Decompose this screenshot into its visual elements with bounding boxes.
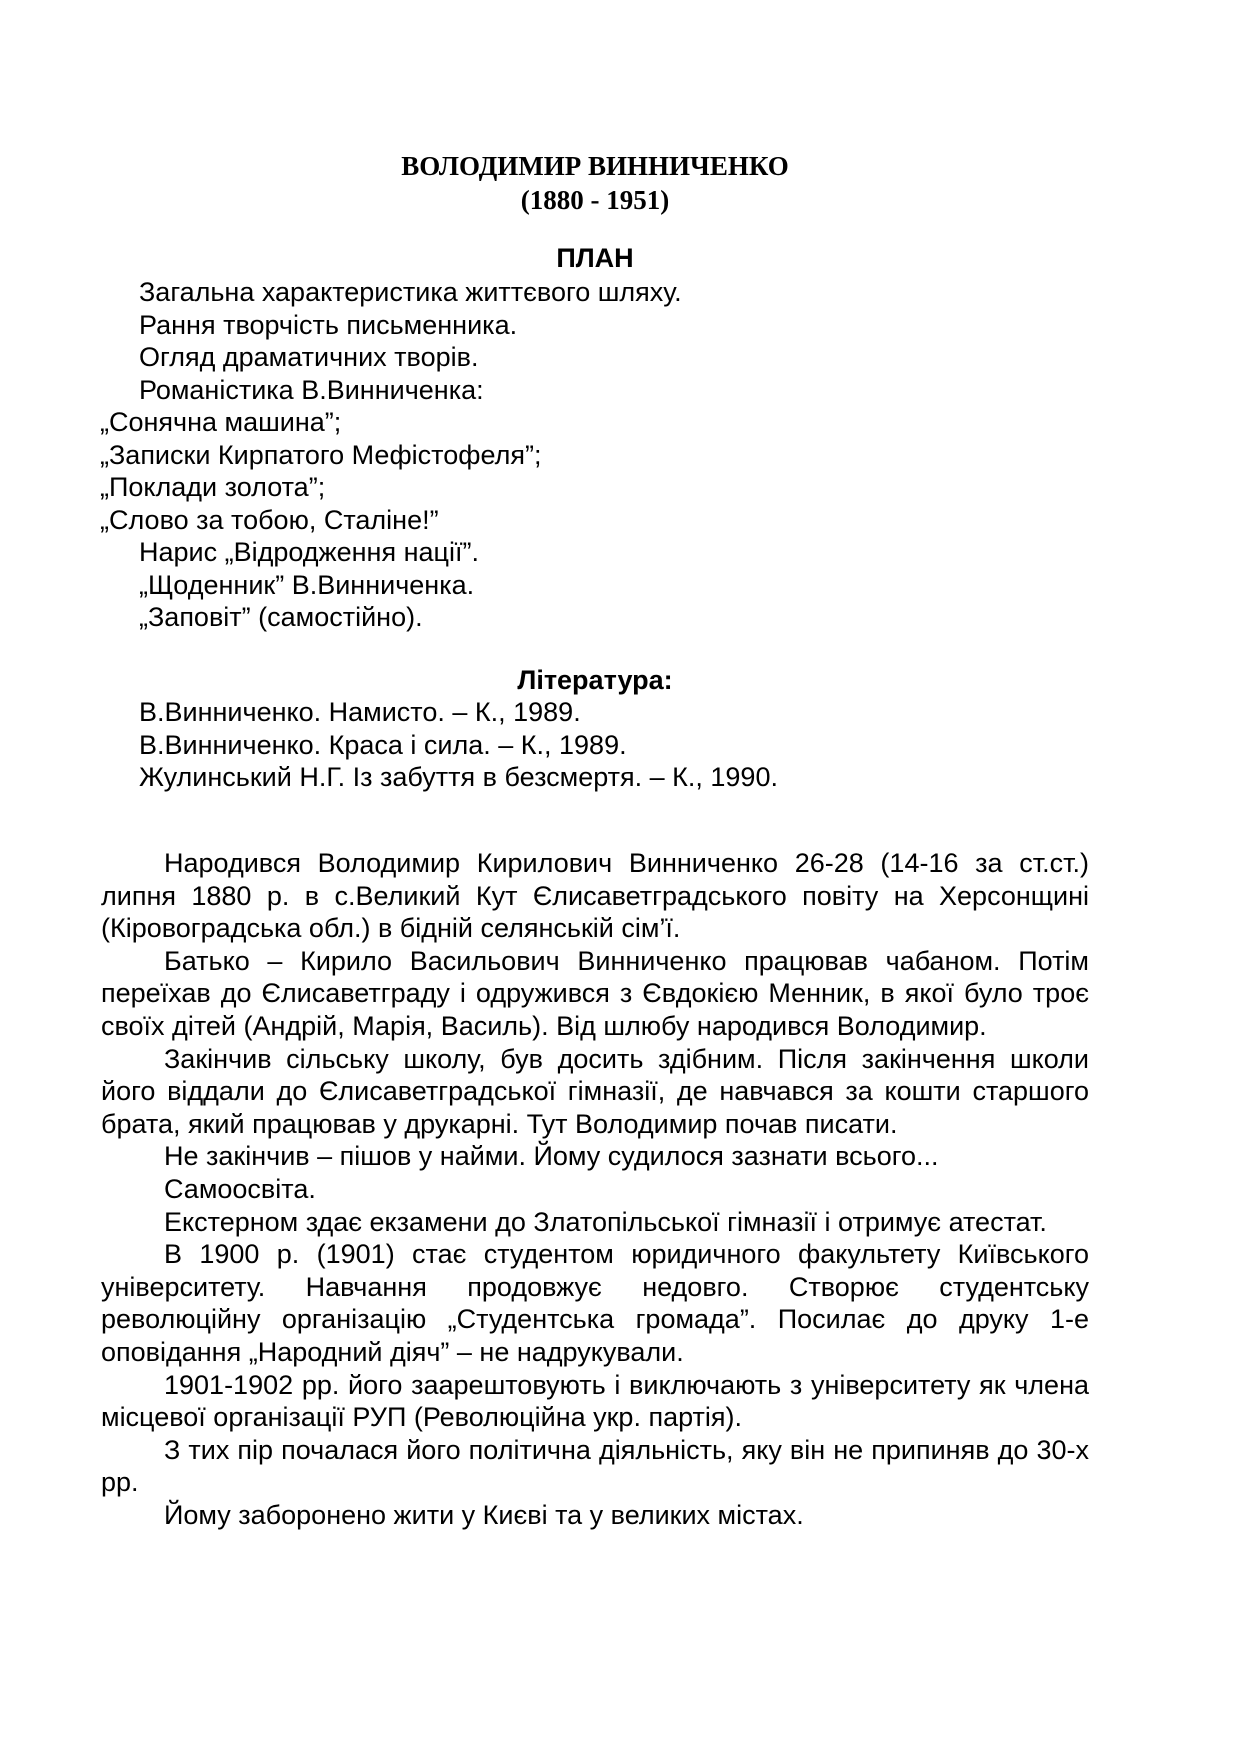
plan-item: Огляд драматичних творів. <box>139 342 479 372</box>
literature-heading: Література: <box>517 665 673 695</box>
plan-item: Нарис „Відродження нації”. <box>139 537 479 567</box>
plan-item: „Заповіт” (самостійно). <box>139 602 423 632</box>
paragraph: Йому заборонено жити у Києві та у великих містах. <box>164 1499 804 1530</box>
plan-subitem: „Сонячна машина”; <box>100 407 342 437</box>
plan-item: Романістика В.Винниченка: <box>139 374 484 405</box>
biography-text <box>101 847 1089 1531</box>
plan-item: Загальна характеристика життєвого шляху. <box>139 277 682 307</box>
plan-subitem: „Слово за тобою, Сталіне!” <box>100 504 439 535</box>
literature-item: В.Винниченко. Краса і сила. – К., 1989. <box>139 729 627 760</box>
literature-item: В.Винниченко. Намисто. – К., 1989. <box>139 697 581 727</box>
plan-subitem: „Поклади золота”; <box>100 472 326 502</box>
author-years: (1880 - 1951) <box>520 185 670 215</box>
literature-list <box>0 696 1241 794</box>
paragraph: Не закінчив – пішов у найми. Йому судилося зазнати всього... <box>164 1141 939 1172</box>
paragraph: Самоосвіта. <box>164 1173 316 1204</box>
paragraph: В 1900 р. (1901) стає студентом юридичного факультету Київського університету. Навчання продовжує недовго. Створює студентську революційну організацію „Студентська громада”. Посилає до друку 1-е оповідання „Народний діяч” – не надрукували. <box>101 1239 1089 1367</box>
literature-item: Жулинський Н.Г. Із забуття в безсмертя. – К., 1990. <box>139 762 778 792</box>
paragraph: З тих пір почалася його політична діяльність, яку він не припиняв до 30-х рр. <box>101 1434 1089 1498</box>
plan-item: Рання творчість письменника. <box>139 309 518 340</box>
plan-subitem: „Записки Кирпатого Мефістофеля”; <box>100 439 542 470</box>
paragraph: 1901-1902 рр. його заарештовують і виключають з університету як члена місцевої організації РУП (Революційна укр. партія). <box>101 1369 1089 1433</box>
paragraph: Екстерном здає екзамени до Златопільської гімназії і отримує атестат. <box>164 1206 1047 1237</box>
plan-heading: ПЛАН <box>556 243 634 273</box>
paragraph: Народився Володимир Кирилович Винниченко 26-28 (14-16 за ст.ст.) липня 1880 р. в с.Великий Кут Єлисаветградського повіту на Херсонщині (Кіровоградська обл.) в бідній селянській сім’ї. <box>101 848 1089 944</box>
paragraph: Закінчив сільську школу, був досить здібним. Після закінчення школи його віддали до Єлисаветградської гімназії, де навчався за кошти старшого брата, який працював у друкарні. Тут Володимир почав писати. <box>101 1043 1089 1139</box>
author-name-title: ВОЛОДИМИР ВИННИЧЕНКО <box>401 151 789 181</box>
plan-item: „Щоденник” В.Винниченка. <box>139 569 475 600</box>
plan-list <box>0 276 1241 634</box>
paragraph: Батько – Кирило Васильович Винниченко працював чабаном. Потім переїхав до Єлисаветграду і одружився з Євдокією Менник, в якої було троє своїх дітей (Андрій, Марія, Василь). Від шлюбу народився Володимир. <box>101 945 1089 1041</box>
